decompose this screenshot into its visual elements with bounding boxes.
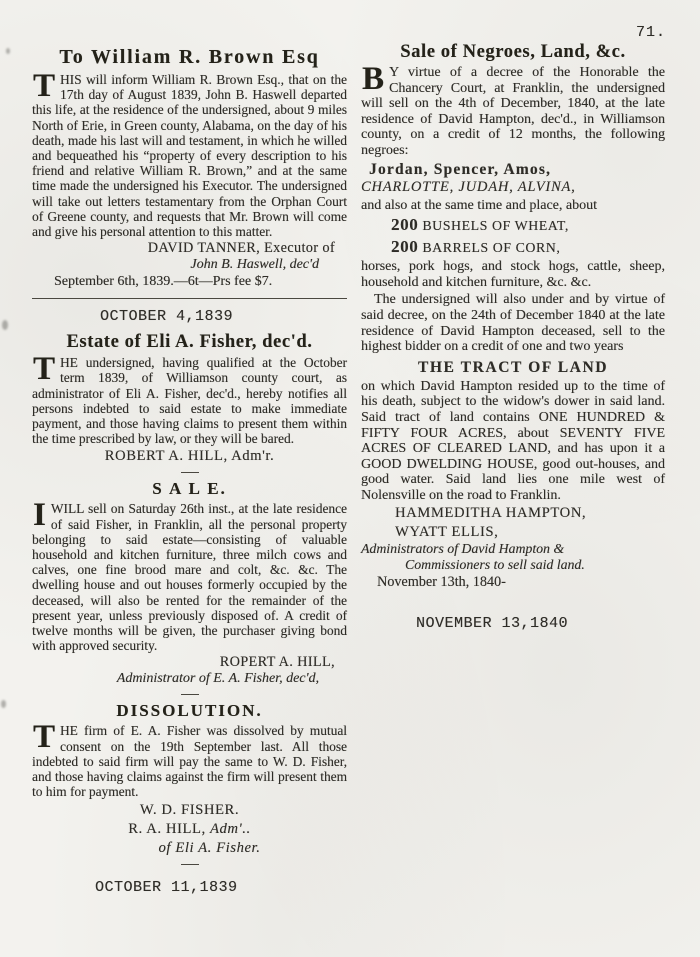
dropcap-t: T — [33, 351, 56, 388]
scan-smudge — [1, 700, 6, 708]
tract-body: on which David Hampton resided up to the time of his death, subject to the widow's dower in said land. Said tract of land contains ONE HUNDRED & FIFTY FOUR ACRES, about SEVENTY FIVE ACRES OF CLEARED LAND, and has upon it a GOOD DWELDING HOUSE, good out-houses, and good water. Said land lies one mile west of Nolensville on the road to Franklin. — [361, 378, 665, 503]
typed-caption-october-11-1839: OCTOBER 11,1839 — [95, 878, 238, 896]
notice-dissolution — [32, 701, 347, 856]
right-column — [361, 42, 665, 639]
sale-negroes-text: Y virtue of a decree of the Honorable the Chancery Court, at Franklin, the undersigned will sell on the 4th of December, 1840, at the late residence of David Hampton, dec'd., in Williamson county, on a credit of 12 months, the following negroes: — [361, 65, 665, 158]
notice-brown-body — [32, 68, 347, 240]
continuation-line: and also at the same time and place, about — [361, 197, 597, 213]
dissolution-body — [32, 719, 347, 800]
typed-caption-november-13-1840: NOVEMBER 13,1840 — [416, 615, 569, 633]
dropcap-b: B — [362, 61, 385, 97]
sale-signature: ROPERT A. HILL, — [219, 654, 335, 671]
livestock-body: horses, pork hogs, and stock hogs, cattle, sheep, household and kitchen furniture, &c. &c. — [361, 259, 665, 290]
estate-body — [32, 351, 347, 447]
dropcap-i: I — [33, 497, 46, 534]
dissolution-text: HE firm of E. A. Fisher was dissolved by mutual consent on the 19th September last. All those indebted to said firm will pay the same to W. D. Fisher, and those having claims against the firm will present them to him for payment. — [32, 723, 347, 800]
hampton-signature: HAMMEDITHA HAMPTON, — [395, 505, 587, 522]
corn-line — [361, 237, 665, 257]
scan-smudge — [6, 48, 10, 54]
scan-smudge — [2, 320, 8, 330]
section-divider — [181, 864, 199, 865]
notice-sale-of-negroes-land — [361, 42, 665, 591]
section-divider — [181, 694, 199, 695]
decree-body: The undersigned will also under and by virtue of said decree, on the 24th of December 1840 at the late residence of David Hampton deceased, sell to the highest bidder on a credit of one and two years — [361, 292, 665, 355]
sale-heading: S A L E. — [152, 479, 227, 499]
sale-negroes-dateline: November 13th, 1840- — [377, 574, 506, 591]
notice-brown-heading: To William R. Brown Esq — [59, 46, 320, 68]
typed-caption-october-4-1839: OCTOBER 4,1839 — [100, 308, 234, 326]
corn-quantity: 200 — [391, 237, 419, 257]
names-line-italic: CHARLOTTE, JUDAH, ALVINA, — [361, 178, 576, 195]
wheat-line — [361, 215, 665, 235]
tract-of-land-subheading: THE TRACT OF LAND — [417, 358, 609, 376]
wheat-label: BUSHELS OF WHEAT, — [422, 218, 569, 234]
administrators-line: Administrators of David Hampton & — [361, 541, 565, 557]
column-rule — [32, 298, 347, 299]
dissolution-signature-2-name: R. A. HILL, — [128, 820, 206, 837]
sale-negroes-body — [361, 61, 665, 159]
wheat-quantity: 200 — [391, 215, 419, 235]
dropcap-t: T — [33, 719, 56, 756]
notice-william-brown — [32, 46, 347, 290]
ellis-signature: WYATT ELLIS, — [395, 524, 499, 541]
estate-heading: Estate of Eli A. Fisher, dec'd. — [66, 332, 313, 353]
section-divider — [181, 472, 199, 473]
brown-dateline: September 6th, 1839.—6t—Prs fee $7. — [54, 274, 273, 290]
estate-text: HE undersigned, having qualified at the October term 1839, of Williamson county court, as administrator of Eli A. Fisher, dec'd., hereby notifies all persons indebted to said estate to make immediate payment, and those having claims to present them within the time prescribed by law, or they will be bared. — [32, 355, 347, 447]
sale-signature-italic: Administrator of E. A. Fisher, dec'd, — [116, 671, 319, 687]
dissolution-signature-1: W. D. FISHER. — [139, 801, 240, 818]
sale-negroes-heading: Sale of Negroes, Land, &c. — [400, 42, 626, 62]
dissolution-signature-2-title: Adm'.. — [210, 820, 251, 837]
brown-signature: DAVID TANNER, Executor of — [147, 240, 335, 257]
estate-signature: ROBERT A. HILL, Adm'r. — [104, 448, 275, 465]
left-column — [32, 46, 347, 903]
commissioners-line: Commissioners to sell said land. — [405, 557, 585, 573]
names-line-bold: Jordan, Spencer, Amos, — [369, 160, 552, 178]
dissolution-signature-3: of Eli A. Fisher. — [158, 839, 261, 856]
notice-estate-fisher — [32, 332, 347, 465]
sale-body — [32, 497, 347, 654]
corn-label: BARRELS OF CORN, — [422, 240, 561, 256]
sale-text: WILL sell on Saturday 26th inst., at the late residence of said Fisher, in Franklin, all the personal property belonging to said estate—consisting of valuable household and kitchen furniture, three milch cows and calves, one fine brood mare and colt, &c. &c. The dwelling house and out houses formerly occupied by the deceased, will also be rented for the remainder of the present year, unless previously disposed of. A credit of twelve months will be given, the purchaser giving bond with approved security. — [32, 501, 347, 654]
dissolution-signature-2 — [32, 821, 347, 838]
notice-brown-text: HIS will inform William R. Brown Esq., that on the 17th day of August 1839, John B. Haswell departed this life, at the residence of the undersigned, about 9 miles North of Erie, in Green county, Alabama, on the day of his death, made his last will and testament, in which he willed and bequeathed his “property of every description to his friend and relative William R. Brown,” and at the same time made the undersigned his Executor. The undersigned will take out letters testamentary from the Orphan Court of Greene county, and requests that Mr. Brown will come and give his personal attention to this matter. — [32, 72, 347, 240]
brown-signature-italic: John B. Haswell, dec'd — [190, 257, 319, 273]
dissolution-heading: DISSOLUTION. — [116, 701, 263, 721]
page-number: 71. — [635, 24, 666, 41]
notice-sale — [32, 479, 347, 687]
dropcap-t: T — [33, 68, 56, 104]
